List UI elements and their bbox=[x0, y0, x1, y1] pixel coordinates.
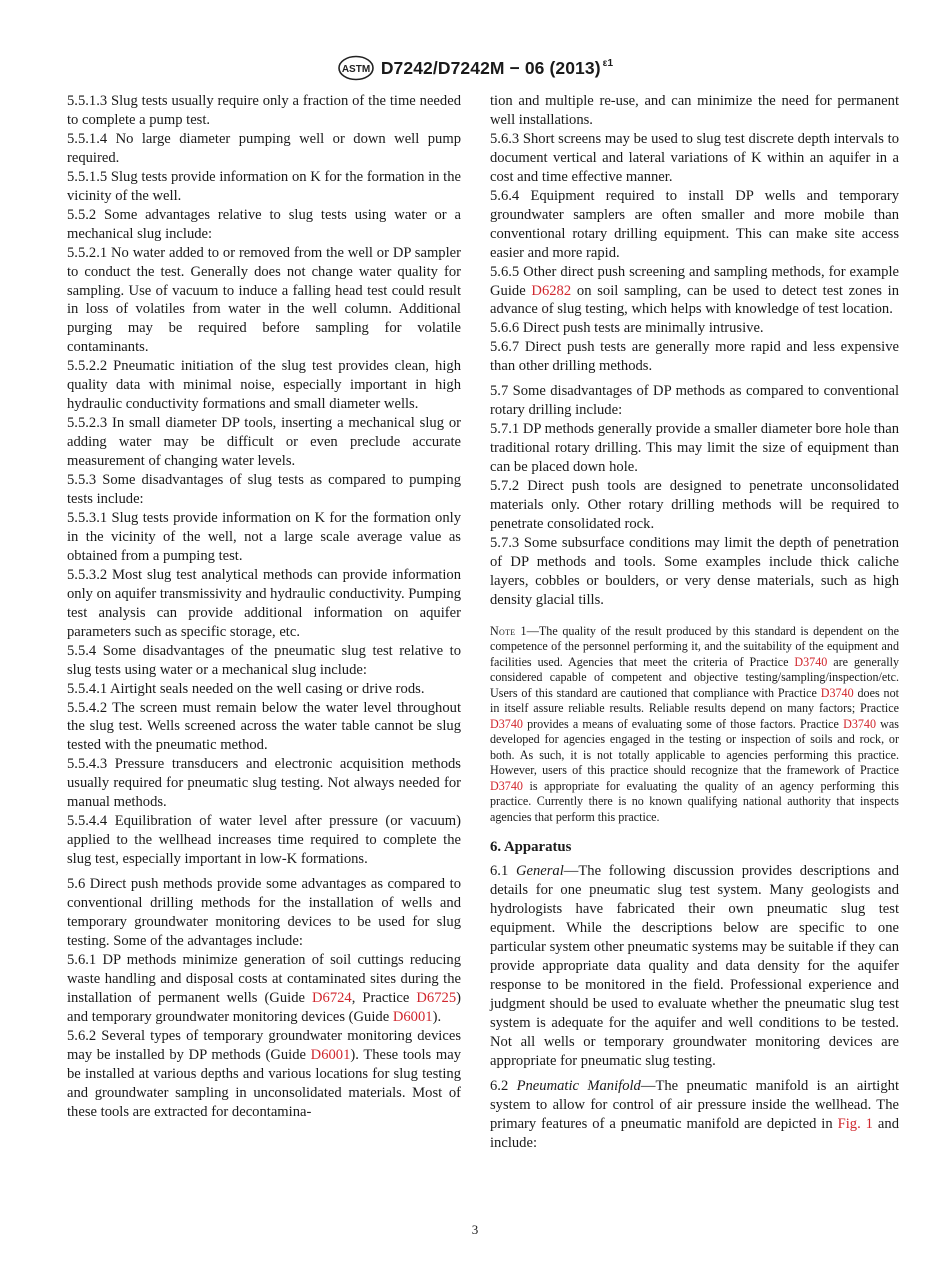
paragraph: tion and multiple re-use, and can minimize the need for permanent well installations. bbox=[490, 93, 899, 128]
ref-link-d6001[interactable]: D6001 bbox=[310, 1046, 351, 1063]
paragraph: 5.7.3 Some subsurface conditions may limit the depth of penetration of DP methods and tools. Some examples include thick caliche layers, cobbles or boulders, or very dense materials, such as high density glacial tills. bbox=[490, 534, 899, 608]
paragraph: 5.5.4.1 Airtight seals needed on the well casing or drive rods. bbox=[67, 680, 425, 697]
paragraph: 5.5.2.2 Pneumatic initiation of the slug test provides clean, high quality data with minimal noise, especially important in high hydraulic conductivity formations and small diameter wells. bbox=[67, 358, 461, 413]
note-1: Note 1—The quality of the result produced by this standard is dependent on the competence of the personnel performing it, and the suitability of the equipment and facilities used. Agencies that meet the criteria of Practice D3740 are generally considered capable of competent and objective testing/sampling/inspection/etc. Users of this standard are cautioned that compliance with Practice D3740 does not in itself assure reliable results. Reliable results depend on many factors; Practice D3740 provides a means of evaluating some of those factors. Practice D3740 was developed for agencies engaged in the testing or inspection of soils and rock, or both. As such, it is not totally applicable to agencies performing this practice. However, users of this practice should recognize that the framework of Practice D3740 is appropriate for evaluating the quality of an agency performing this practice. Currently there is no known qualifying national authority that inspects agencies that perform this practice. bbox=[490, 623, 900, 824]
paragraph: 5.5.2.3 In small diameter DP tools, inserting a mechanical slug or adding water may be difficult or even preclude accurate measurement of changing water levels. bbox=[67, 415, 461, 470]
paragraph: 5.5.4.2 The screen must remain below the water level throughout the slug test. Wells screened across the water table cannot be slug tested with the pneumatic method. bbox=[67, 699, 461, 754]
ref-link-d3740[interactable]: D3740 bbox=[490, 716, 523, 731]
left-column bbox=[67, 92, 461, 1121]
paragraph: 5.6.7 Direct push tests are generally more rapid and less expensive than other drilling methods. bbox=[490, 339, 899, 375]
paragraph: 5.6.6 Direct push tests are minimally intrusive. bbox=[490, 320, 764, 337]
page-number: 3 bbox=[471, 1222, 479, 1237]
standard-designation: D7242/D7242M − 06 (2013) $^{\varepsilon 1}$ bbox=[380, 57, 614, 78]
ref-link-d3740[interactable]: D3740 bbox=[794, 654, 828, 669]
paragraph: 5.5.4.3 Pressure transducers and electronic acquisition methods usually required for pneumatic slug testing. Not always needed for manual methods. bbox=[67, 756, 461, 811]
svg-text:ASTM: ASTM bbox=[341, 64, 370, 75]
paragraph: 6.1 General—The following discussion provides descriptions and details for one pneumatic slug test system. Many geologists and hydrologists have fabricated their own pneumatic slug test equipment. While the descriptions below are specific to one particular system other pneumatic systems may be suitable if they can provide appropriate data quality and data density for the aquifer response to be monitored in the field. Professional experience and judgment should be used to evaluate whether the pneumatic slug test system is adequate for the aquifer and well conditions to be tested. Not all wells or temporary groundwater monitoring devices are appropriate for pneumatic slug testing. bbox=[490, 863, 899, 1069]
right-column bbox=[490, 92, 899, 1153]
ref-link-d6725[interactable]: D6725 bbox=[416, 989, 457, 1006]
paragraph: 5.7 Some disadvantages of DP methods as compared to conventional rotary drilling include: bbox=[490, 383, 899, 419]
paragraph: 5.5.1.4 No large diameter pumping well or down well pump required. bbox=[67, 130, 461, 166]
ref-link-d3740[interactable]: D3740 bbox=[843, 716, 877, 731]
section-title: 6. Apparatus bbox=[490, 839, 572, 856]
paragraph: 5.5.4 Some disadvantages of the pneumatic slug test relative to slug tests using water or a mechanical slug include: bbox=[67, 642, 461, 678]
paragraph: 6.2 Pneumatic Manifold—The pneumatic manifold is an airtight system to allow for control of air pressure inside the wellhead. The primary features of a pneumatic manifold are depicted in Fig. 1 and include: bbox=[490, 1077, 900, 1151]
ref-link-d6001[interactable]: D6001 bbox=[392, 1008, 433, 1025]
paragraph: 5.5.2 Some advantages relative to slug tests using water or a mechanical slug include: bbox=[67, 206, 461, 242]
paragraph: 5.5.2.1 No water added to or removed from the well or DP sampler to conduct the test. Generally does not change water quality for sampling. Use of vacuum to induce a falling head test could result in loss of volatiles from water in the well column. Additional purging may be required before sampling for volatile contaminants. bbox=[67, 244, 461, 356]
paragraph: 5.6.2 Several types of temporary groundwater monitoring devices may be installed by DP methods (Guide D6001). These tools may be installed at various depths and various locations for slug testing and groundwater sampling in unconsolidated materials. Most of these tools are extracted for decontamina- bbox=[67, 1027, 461, 1120]
paragraph: 5.6 Direct push methods provide some advantages as compared to conventional drilling methods for the installation of wells and temporary groundwater monitoring devices to be used for slug testing. Some of the advantages include: bbox=[67, 876, 461, 949]
paragraph: 5.7.2 Direct push tools are designed to penetrate unconsolidated materials only. Other rotary drilling methods will be required to penetrate consolidated rock. bbox=[490, 478, 899, 532]
paragraph: 5.5.3 Some disadvantages of slug tests as compared to pumping tests include: bbox=[67, 472, 461, 508]
figure-link[interactable]: Fig. 1 bbox=[837, 1115, 873, 1132]
paragraph: 5.5.3.1 Slug tests provide information on K for the formation only in the vicinity of the well, not a large scale average value as obtained from a pumping test. bbox=[67, 509, 461, 564]
astm-logo-icon bbox=[337, 55, 375, 81]
paragraph: 5.6.1 DP methods minimize generation of soil cuttings reducing waste handling and disposal costs at contaminated sites during the installation of permanent wells (Guide D6724, Practice D6725) and temporary groundwater monitoring devices (Guide D6001). bbox=[67, 951, 461, 1025]
page-header bbox=[0, 54, 950, 82]
paragraph: 5.5.1.3 Slug tests usually require only a fraction of the time needed to complete a pump test. bbox=[67, 93, 461, 128]
paragraph: 5.5.3.2 Most slug test analytical methods can provide information only on aquifer transmissivity and hydraulic conductivity. Pumping test analysis can provide additional information on aquifer parameters such as specific storage, etc. bbox=[67, 566, 461, 640]
epsilon-superscript: ε1 bbox=[602, 57, 614, 69]
paragraph: 5.6.3 Short screens may be used to slug test discrete depth intervals to document vertical and lateral variations of K within an aquifer in a cost and time effective manner. bbox=[490, 130, 899, 185]
ref-link-d3740[interactable]: D3740 bbox=[490, 778, 523, 793]
ref-link-d6724[interactable]: D6724 bbox=[311, 989, 352, 1006]
paragraph: 5.5.1.5 Slug tests provide information on K for the formation in the vicinity of the well. bbox=[67, 168, 461, 204]
paragraph: 5.6.5 Other direct push screening and sampling methods, for example Guide D6282 on soil sampling, can be used to detect test zones in advance of slug testing, which helps with knowledge of test location. bbox=[490, 263, 899, 318]
paragraph: 5.5.4.4 Equilibration of water level after pressure (or vacuum) applied to the wellhead increases time required to complete the slug test, especially important in low-K formations. bbox=[67, 813, 461, 868]
paragraph: 5.6.4 Equipment required to install DP wells and temporary groundwater samplers are often smaller and more mobile than conventional rotary drilling equipment. This can make site access easier and more rapid. bbox=[490, 187, 899, 261]
paragraph: 5.7.1 DP methods generally provide a smaller diameter bore hole than traditional rotary drilling. This may limit the size of equipment than can be placed down hole. bbox=[490, 421, 899, 476]
note-label: Note 1 bbox=[490, 623, 527, 638]
ref-link-d3740[interactable]: D3740 bbox=[820, 685, 854, 700]
ref-link-d6282[interactable]: D6282 bbox=[531, 282, 572, 299]
